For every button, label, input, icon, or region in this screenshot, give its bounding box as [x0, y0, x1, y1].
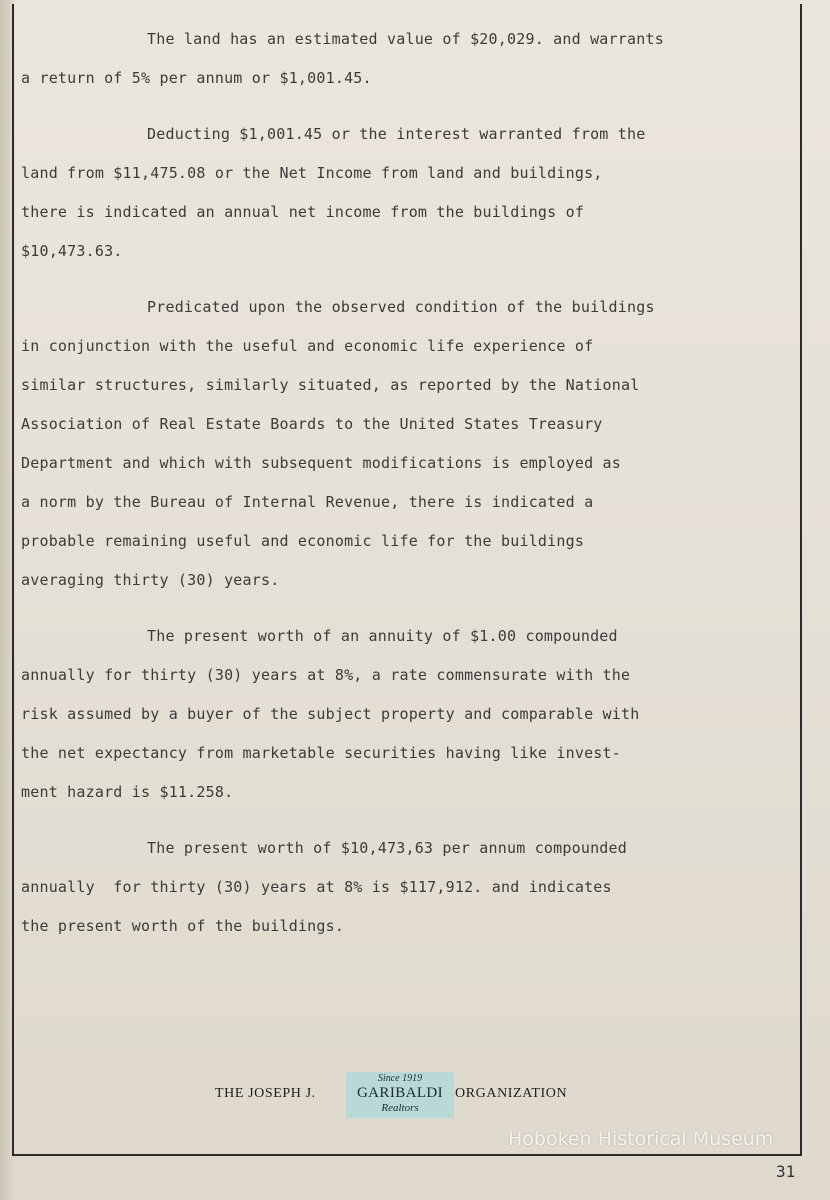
logo-realtors-text: Realtors — [381, 1102, 419, 1114]
paragraph-line: ment hazard is $11.258. — [21, 783, 234, 801]
paragraph-line: land from $11,475.08 or the Net Income from land and buildings, — [21, 164, 603, 182]
paragraph-present-worth — [21, 829, 796, 946]
paragraph-line: there is indicated an annual net income from the buildings of — [21, 203, 585, 221]
paragraph-useful-life — [21, 288, 796, 600]
paragraph-line: $10,473.63. — [21, 242, 123, 260]
paragraph-line: risk assumed by a buyer of the subject property and comparable with — [21, 705, 640, 723]
letterhead-footer — [215, 1072, 615, 1118]
paragraph-line: probable remaining useful and economic life for the buildings — [21, 532, 585, 550]
paragraph-line: in conjunction with the useful and economic life experience of — [21, 337, 594, 355]
paragraph-line: Association of Real Estate Boards to the United States Treasury — [21, 415, 603, 433]
paragraph-line: Predicated upon the observed condition of the buildings — [147, 298, 655, 316]
typed-body-text — [21, 20, 796, 946]
paragraph-line: a return of 5% per annum or $1,001.45. — [21, 69, 372, 87]
paragraph-line: annually for thirty (30) years at 8% is $117,912. and indicates — [21, 878, 612, 896]
paragraph-line: The present worth of an annuity of $1.00 compounded — [147, 627, 618, 645]
paragraph-line: The present worth of $10,473,63 per annum compounded — [147, 839, 627, 857]
paragraph-line: annually for thirty (30) years at 8%, a rate commensurate with the — [21, 666, 631, 684]
paragraph-annuity — [21, 617, 796, 812]
paragraph-deduction — [21, 115, 796, 271]
garibaldi-logo — [346, 1072, 454, 1118]
org-name-right: ORGANIZATION — [455, 1086, 568, 1101]
paragraph-line: The land has an estimated value of $20,029. and warrants — [147, 30, 664, 48]
page-number: 31 — [776, 1162, 796, 1181]
paragraph-line: Department and which with subsequent modifications is employed as — [21, 454, 621, 472]
paragraph-line: averaging thirty (30) years. — [21, 571, 280, 589]
org-name-left: THE JOSEPH J. — [215, 1086, 316, 1101]
paragraph-line: the present worth of the buildings. — [21, 917, 345, 935]
paragraph-line: a norm by the Bureau of Internal Revenue, there is indicated a — [21, 493, 594, 511]
paragraph-line: Deducting $1,001.45 or the interest warranted from the — [147, 125, 646, 143]
paragraph-line: the net expectancy from marketable securities having like invest- — [21, 744, 621, 762]
paragraph-line: similar structures, similarly situated, as reported by the National — [21, 376, 640, 394]
logo-name-text: GARIBALDI — [356, 1085, 444, 1101]
logo-since-text: Since 1919 — [377, 1073, 423, 1084]
museum-watermark: Hoboken Historical Museum — [508, 1128, 774, 1150]
paragraph-land-value — [21, 20, 796, 98]
